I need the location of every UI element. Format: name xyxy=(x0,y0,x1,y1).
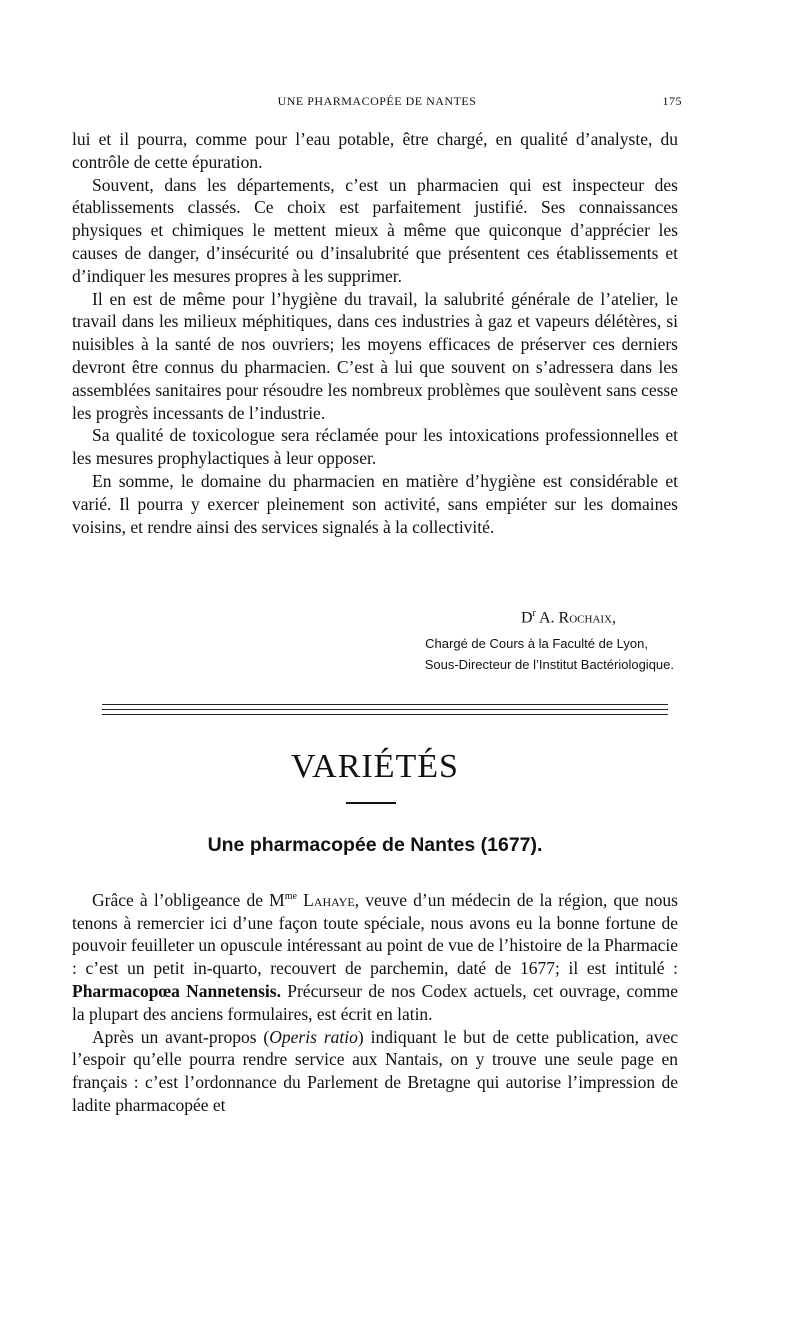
paragraph: Après un avant-propos (Operis ratio) indiquant le but de cette publication, avec l’espoir qu’elle pourra rendre service aux Nantais, on y trouve une seule page en français : c’est l’ordonnance du Parlement de Bretagne qui autorise l’impression de ladite pharmacopée et xyxy=(72,1026,678,1115)
running-title: UNE PHARMACOPÉE DE NANTES xyxy=(277,94,477,108)
author-affiliation-1: Chargé de Cours à la Faculté de Lyon, xyxy=(425,636,648,652)
article-title: Une pharmacopée de Nantes (1677). xyxy=(207,834,543,856)
paragraph: En somme, le domaine du pharmacien en matière d’hygiène est considérable et varié. Il pourra y exercer pleinement son activité, sans empiéter sur les domaines voisins, et rendre ainsi des services signalés à la collectivité. xyxy=(72,470,678,537)
paragraph: Il en est de même pour l’hygiène du travail, la salubrité générale de l’atelier, le travail dans les milieux méphitiques, dans ces industries à gaz et vapeurs délétères, si nuisibles à la santé de nos ouvriers; les moyens efficaces de préserver ces derniers devront être connus du pharmacien. C’est à lui que souvent on s’adressera dans les assemblées sanitaires pour résoudre les nombreux problèmes que soulèvent sans cesse les progrès incessants de l’industrie. xyxy=(72,288,678,423)
author-name: $D^r$ A. Rochaix, xyxy=(520,608,616,627)
running-header xyxy=(72,94,682,114)
closing-article-text xyxy=(72,128,678,538)
page-number: 175 xyxy=(662,94,682,108)
separator-rule xyxy=(102,714,668,715)
section-title: VARIÉTÉS xyxy=(291,748,459,785)
author-signature xyxy=(72,608,678,675)
title-rule xyxy=(346,802,396,804)
separator-rule xyxy=(102,704,668,705)
paragraph: Sa qualité de toxicologue sera réclamée pour les intoxications professionnelles et les mesures prophylactiques à leur opposer. xyxy=(72,425,678,469)
author-affiliation-2: Sous-Directeur de l’Institut Bactériologique. xyxy=(424,657,674,673)
paragraph: Grâce à l’obligeance de $M^{me}$ Lahaye, veuve d’un médecin de la région, que nous tenons à remercier ici d’une façon toute spéciale, nous avons eu la bonne fortune de pouvoir feuilleter un opuscule intéressant au point de vue de l’histoire de la Pharmacie : c’est un petit in-quarto, recouvert de parchemin, daté de 1677; il est intitulé : Pharmacopœa Nannetensis. Précurseur de nos Codex actuels, cet ouvrage, comme la plupart des anciens formulaires, est écrit en latin. xyxy=(72,889,679,1024)
separator-rule xyxy=(102,709,668,710)
paragraph: lui et il pourra, comme pour l’eau potable, être chargé, en qualité d’analyste, du contrôle de cette épuration. xyxy=(72,129,678,172)
article-text xyxy=(72,886,678,1117)
paragraph: Souvent, dans les départements, c’est un pharmacien qui est inspecteur des établissements classés. Ce choix est parfaitement justifié. Ses connaissances physiques et chimiques le mettent mieux à même que quiconque d’apprécier les causes de danger, d’insécurité ou d’insalubrité que présentent ces établissements et d’indiquer les mesures propres à les supprimer. xyxy=(72,174,678,286)
